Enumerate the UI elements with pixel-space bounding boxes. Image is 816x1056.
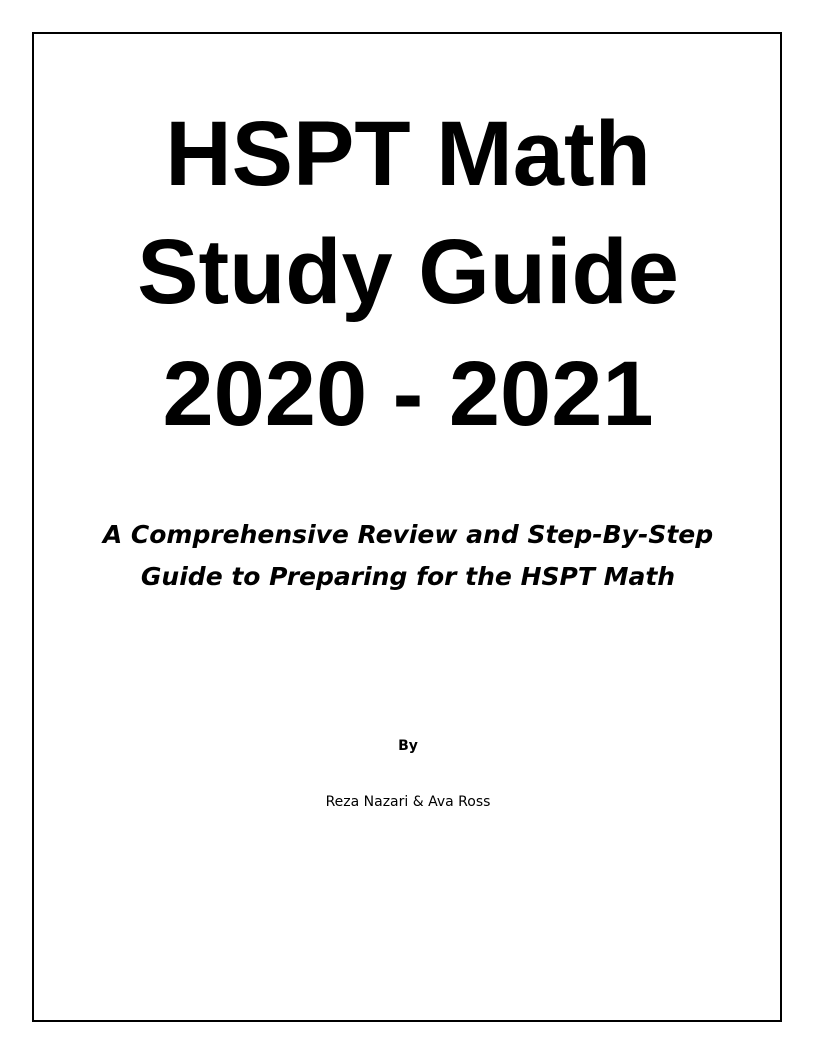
subtitle-line-1: A Comprehensive Review and Step-By-Step xyxy=(102,520,714,549)
title-line-2: Study Guide xyxy=(137,221,679,323)
by-label: By xyxy=(398,738,418,754)
title-line-3: 2020 - 2021 xyxy=(162,343,654,445)
title-line-1: HSPT Math xyxy=(165,103,651,205)
authors: Reza Nazari & Ava Ross xyxy=(325,794,491,810)
subtitle-line-2: Guide to Preparing for the HSPT Math xyxy=(140,562,676,591)
